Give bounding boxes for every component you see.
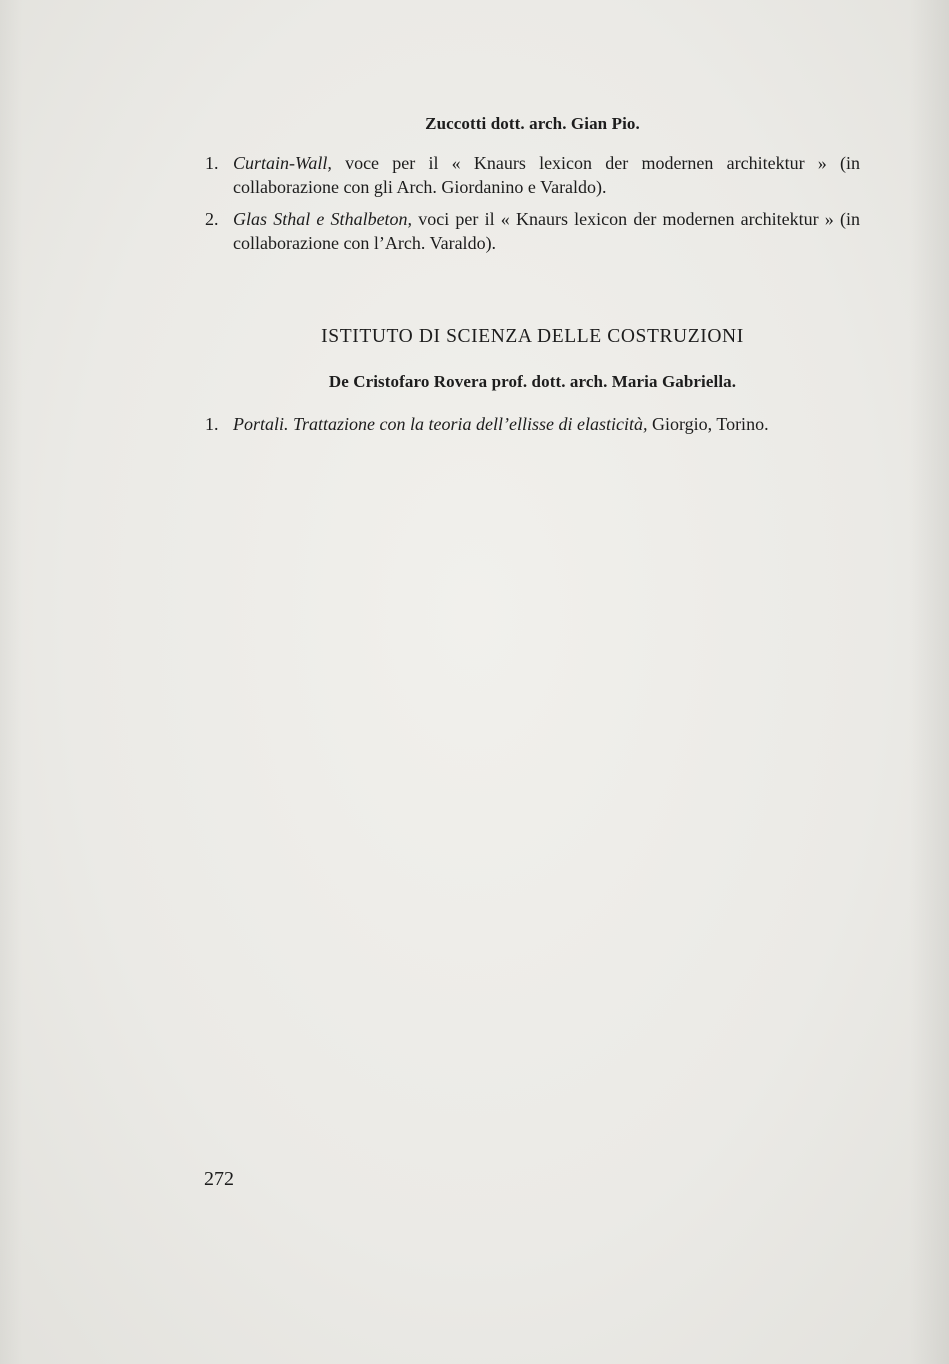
- section-title-istituto: ISTITUTO DI SCIENZA DELLE COSTRUZIONI: [321, 326, 744, 347]
- entry-number: 2.: [205, 209, 219, 229]
- entry-title: Curtain-Wall,: [233, 153, 332, 173]
- entry-portali: [205, 412, 860, 436]
- page-edge-shadow-left: [0, 0, 22, 1364]
- entry-description: voci per il « Knaurs lexicon der modernen architektur » (in collaborazione con l’Arch. Varaldo).: [233, 209, 860, 253]
- author-heading-zuccotti: Zuccotti dott. arch. Gian Pio.: [425, 114, 640, 133]
- entry-description: Giorgio, Torino.: [647, 414, 769, 434]
- page-number: 272: [204, 1168, 234, 1190]
- entry-number: 1.: [205, 153, 219, 173]
- entry-glas-sthal: [205, 207, 860, 255]
- entry-title: Glas Sthal e Sthalbeton,: [233, 209, 413, 229]
- author-heading-de-cristofaro: De Cristofaro Rovera prof. dott. arch. Maria Gabriella.: [328, 372, 737, 391]
- entry-title: Portali. Trattazione con la teoria dell’ellisse di elasticità,: [233, 414, 648, 434]
- entry-number: 1.: [205, 414, 219, 434]
- entry-description: voce per il « Knaurs lexicon der modernen architektur » (in collaborazione con gli Arch. Giordanino e Varaldo).: [233, 153, 860, 197]
- page-edge-shadow-right: [909, 0, 949, 1364]
- entry-curtain-wall: [205, 151, 860, 199]
